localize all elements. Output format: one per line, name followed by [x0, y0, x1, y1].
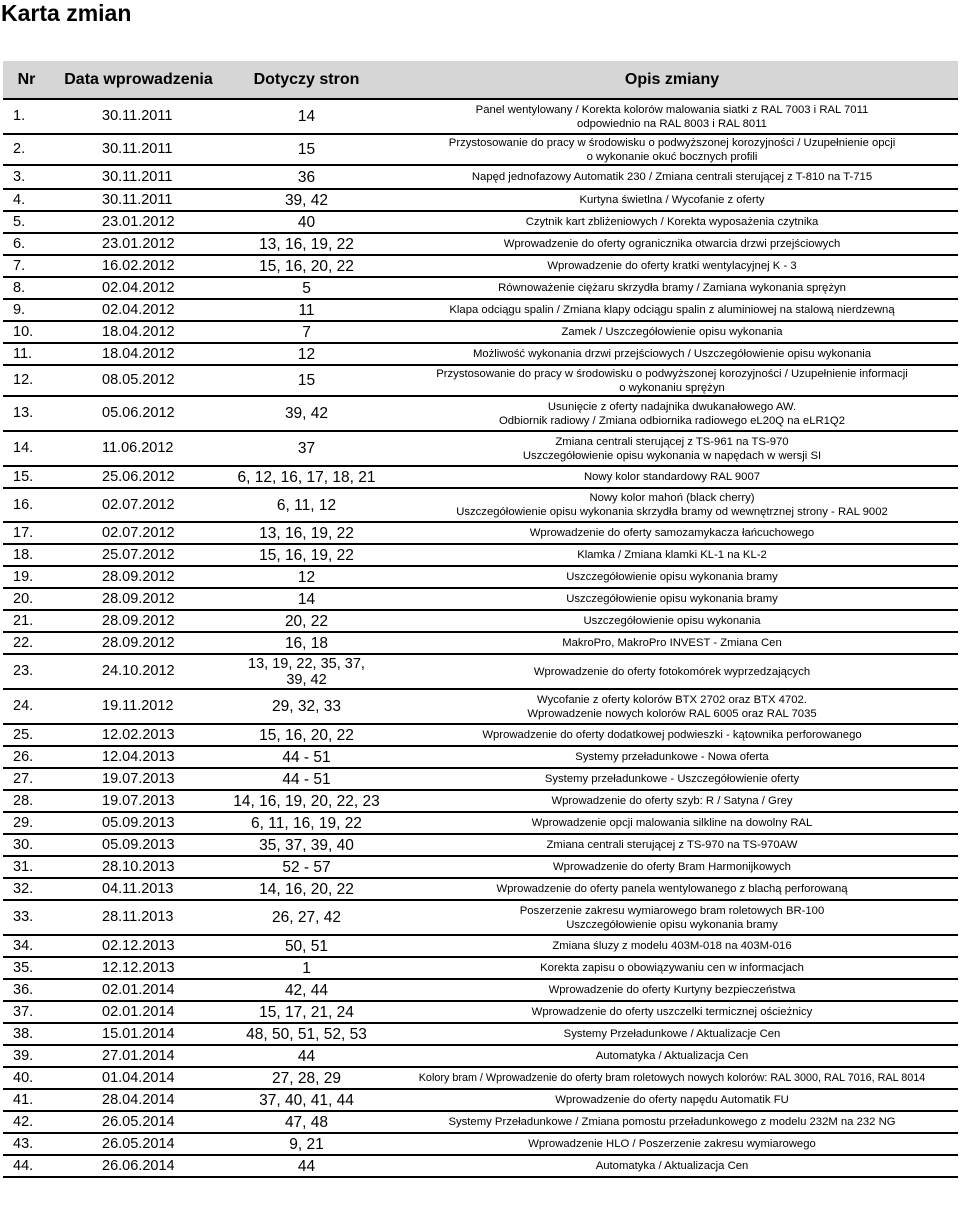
table-row [3, 878, 958, 900]
row-date: 24.10.2012 [50, 654, 227, 689]
description-line: Systemy przeładunkowe - Uszczegółowienie oferty [544, 773, 800, 785]
row-date: 26.05.2014 [50, 1133, 227, 1155]
description-line: Równoważenie ciężaru skrzydła bramy / Zamiana wykonania sprężyn [498, 282, 846, 294]
row-date: 30.11.2011 [50, 99, 227, 134]
row-description [386, 1089, 958, 1111]
row-date: 30.11.2011 [50, 189, 227, 211]
row-number: 14. [3, 431, 50, 466]
row-description [386, 255, 958, 277]
row-number: 23. [3, 654, 50, 689]
row-description [386, 878, 958, 900]
table-row [3, 834, 958, 856]
row-description [386, 522, 958, 544]
row-number: 12. [3, 365, 50, 396]
description-line: Uszczegółowienie opisu wykonania bramy [566, 571, 778, 583]
row-number: 11. [3, 343, 50, 365]
row-number: 19. [3, 566, 50, 588]
description-line: Uszczegółowienie opisu wykonania bramy [566, 593, 778, 605]
description-line: Wprowadzenie do oferty napędu Automatik FU [555, 1094, 789, 1106]
row-description [386, 1133, 958, 1155]
row-date: 02.04.2012 [50, 299, 227, 321]
row-pages: 9, 21 [227, 1133, 386, 1155]
row-description [386, 1001, 958, 1023]
description-line: Wprowadzenie do oferty uszczelki termicznej ościeżnicy [531, 1006, 813, 1018]
description-line: Klamka / Zmiana klamki KL-1 na KL-2 [577, 549, 767, 561]
description-line: Odbiornik radiowy / Zmiana odbiornika radiowego eL20Q na eLR1Q2 [498, 414, 845, 427]
row-number: 35. [3, 957, 50, 979]
description-line: Zmiana śluzy z modelu 403M-018 na 403M-016 [552, 940, 792, 952]
row-number: 39. [3, 1045, 50, 1067]
row-description [386, 856, 958, 878]
row-date: 02.12.2013 [50, 935, 227, 957]
row-number: 1. [3, 99, 50, 134]
row-date: 28.09.2012 [50, 566, 227, 588]
table-row [3, 255, 958, 277]
table-row [3, 856, 958, 878]
row-description [386, 1111, 958, 1133]
description-line: Automatyka / Aktualizacja Cen [595, 1160, 749, 1172]
description-line: Wprowadzenie do oferty Bram Harmonijkowych [553, 861, 791, 873]
description-line: Klapa odciągu spalin / Zmiana klapy odciągu spalin z aluminiowej na stalową nierdzewną [449, 304, 895, 316]
row-description [386, 343, 958, 365]
row-description [386, 488, 958, 522]
row-description [386, 566, 958, 588]
row-description [386, 466, 958, 488]
table-row [3, 979, 958, 1001]
row-pages: 39, 42 [227, 396, 386, 431]
row-pages: 29, 32, 33 [227, 689, 386, 724]
column-header-description: Opis zmiany [386, 61, 958, 99]
table-row [3, 654, 958, 689]
row-number: 29. [3, 812, 50, 834]
row-number: 38. [3, 1023, 50, 1045]
row-description [386, 165, 958, 189]
row-number: 26. [3, 746, 50, 768]
row-pages: 15, 16, 20, 22 [227, 255, 386, 277]
description-line: odpowiednio na RAL 8003 i RAL 8011 [577, 117, 767, 130]
row-pages: 13, 16, 19, 22 [227, 233, 386, 255]
row-date: 18.04.2012 [50, 343, 227, 365]
table-row [3, 189, 958, 211]
row-pages: 14 [227, 588, 386, 610]
row-pages: 15, 16, 19, 22 [227, 544, 386, 566]
column-header-date: Data wprowadzenia [50, 61, 227, 99]
row-description [386, 211, 958, 233]
row-pages: 15, 17, 21, 24 [227, 1001, 386, 1023]
row-description [386, 834, 958, 856]
row-number: 31. [3, 856, 50, 878]
description-line: Zmiana centrali sterującej z TS-961 na TS-970 [555, 435, 789, 448]
row-description [386, 1067, 958, 1089]
description-line: Uszczegółowienie opisu wykonania bramy [566, 918, 778, 931]
row-number: 37. [3, 1001, 50, 1023]
row-number: 15. [3, 466, 50, 488]
row-number: 33. [3, 900, 50, 935]
row-pages: 14, 16, 19, 20, 22, 23 [227, 790, 386, 812]
table-row [3, 1111, 958, 1133]
row-description [386, 365, 958, 396]
table-row [3, 632, 958, 654]
table-row [3, 277, 958, 299]
row-description [386, 746, 958, 768]
row-date: 28.11.2013 [50, 900, 227, 935]
row-pages: 52 - 57 [227, 856, 386, 878]
row-pages: 15 [227, 134, 386, 165]
row-date: 28.09.2012 [50, 610, 227, 632]
row-number: 10. [3, 321, 50, 343]
row-date: 23.01.2012 [50, 233, 227, 255]
description-line: Uszczegółowienie opisu wykonania w napędach w wersji SI [522, 449, 822, 462]
description-line: Systemy Przeładunkowe / Aktualizacje Cen [563, 1028, 781, 1040]
description-line: Systemy przeładunkowe - Nowa oferta [575, 751, 769, 763]
row-number: 2. [3, 134, 50, 165]
column-header-nr: Nr [3, 61, 50, 99]
table-row [3, 1067, 958, 1089]
row-description [386, 724, 958, 746]
table-row [3, 365, 958, 396]
row-description [386, 957, 958, 979]
row-description [386, 632, 958, 654]
description-line: Czytnik kart zbliżeniowych / Korekta wyposażenia czytnika [525, 216, 819, 228]
description-line: MakroPro, MakroPro INVEST - Zmiana Cen [562, 637, 782, 649]
row-description [386, 812, 958, 834]
row-pages: 13, 19, 22, 35, 37, 39, 42 [227, 654, 386, 689]
row-number: 5. [3, 211, 50, 233]
row-number: 8. [3, 277, 50, 299]
table-row [3, 566, 958, 588]
row-date: 04.11.2013 [50, 878, 227, 900]
row-pages: 44 [227, 1045, 386, 1067]
row-date: 05.06.2012 [50, 396, 227, 431]
row-description [386, 431, 958, 466]
table-row [3, 299, 958, 321]
description-line: Wprowadzenie opcji malowania silkline na dowolny RAL [531, 817, 813, 829]
row-description [386, 396, 958, 431]
row-pages: 12 [227, 343, 386, 365]
row-description [386, 544, 958, 566]
row-description [386, 900, 958, 935]
table-row [3, 396, 958, 431]
table-row [3, 488, 958, 522]
row-number: 44. [3, 1155, 50, 1177]
table-row [3, 790, 958, 812]
description-line: Zamek / Uszczegółowienie opisu wykonania [561, 326, 783, 338]
row-pages: 36 [227, 165, 386, 189]
row-pages: 15 [227, 365, 386, 396]
table-row [3, 900, 958, 935]
row-description [386, 321, 958, 343]
row-date: 28.04.2014 [50, 1089, 227, 1111]
row-pages: 37, 40, 41, 44 [227, 1089, 386, 1111]
table-row [3, 522, 958, 544]
description-line: Systemy Przeładunkowe / Zmiana pomostu przeładunkowego z modelu 232M na 232 NG [448, 1116, 896, 1128]
row-date: 02.07.2012 [50, 488, 227, 522]
row-number: 7. [3, 255, 50, 277]
description-line: Uszczegółowienie opisu wykonania skrzydła bramy od wewnętrznej strony - RAL 9002 [456, 506, 888, 518]
row-description [386, 1045, 958, 1067]
row-number: 32. [3, 878, 50, 900]
row-date: 02.07.2012 [50, 522, 227, 544]
row-number: 27. [3, 768, 50, 790]
row-number: 34. [3, 935, 50, 957]
row-date: 28.09.2012 [50, 588, 227, 610]
row-pages: 6, 11, 16, 19, 22 [227, 812, 386, 834]
row-date: 23.01.2012 [50, 211, 227, 233]
row-date: 01.04.2014 [50, 1067, 227, 1089]
description-line: Wprowadzenie do oferty ogranicznika otwarcia drzwi przejściowych [503, 238, 841, 250]
row-number: 42. [3, 1111, 50, 1133]
table-row [3, 935, 958, 957]
description-line: Wprowadzenie HLO / Poszerzenie zakresu wymiarowego [528, 1138, 816, 1150]
table-row [3, 134, 958, 165]
row-number: 28. [3, 790, 50, 812]
row-number: 13. [3, 396, 50, 431]
row-pages: 40 [227, 211, 386, 233]
row-description [386, 1023, 958, 1045]
row-description [386, 790, 958, 812]
row-number: 25. [3, 724, 50, 746]
row-number: 17. [3, 522, 50, 544]
row-number: 16. [3, 488, 50, 522]
row-number: 9. [3, 299, 50, 321]
row-pages: 14 [227, 99, 386, 134]
row-pages: 13, 16, 19, 22 [227, 522, 386, 544]
table-row [3, 610, 958, 632]
row-description [386, 189, 958, 211]
row-description [386, 233, 958, 255]
row-pages: 35, 37, 39, 40 [227, 834, 386, 856]
table-header-row [3, 61, 958, 99]
table-row [3, 544, 958, 566]
description-line: Wprowadzenie nowych kolorów RAL 6005 oraz RAL 7035 [527, 707, 817, 720]
row-number: 40. [3, 1067, 50, 1089]
row-number: 41. [3, 1089, 50, 1111]
row-pages: 39, 42 [227, 189, 386, 211]
row-pages: 6, 11, 12 [227, 488, 386, 522]
description-line: Przystosowanie do pracy w środowisku o podwyższonej korozyjności / Uzupełnienie informacji [436, 367, 908, 380]
row-number: 24. [3, 689, 50, 724]
description-line: Przystosowanie do pracy w środowisku o podwyższonej korozyjności / Uzupełnienie opcji [448, 136, 896, 149]
description-line: Kolory bram / Wprowadzenie do oferty bram roletowych nowych kolorów: RAL 3000, RAL 7016, RAL 8014 [418, 1072, 926, 1084]
row-description [386, 277, 958, 299]
description-line: Usunięcie z oferty nadajnika dwukanałowego AW. [547, 400, 797, 413]
row-number: 20. [3, 588, 50, 610]
table-row [3, 588, 958, 610]
row-date: 25.06.2012 [50, 466, 227, 488]
description-line: Panel wentylowany / Korekta kolorów malowania siatki z RAL 7003 i RAL 7011 [475, 103, 869, 116]
row-pages: 47, 48 [227, 1111, 386, 1133]
table-row [3, 768, 958, 790]
row-date: 05.09.2013 [50, 834, 227, 856]
description-line: o wykonaniu sprężyn [619, 381, 725, 394]
table-row [3, 1089, 958, 1111]
description-line: Nowy kolor mahoń (black cherry) [589, 492, 755, 504]
table-row [3, 724, 958, 746]
row-date: 18.04.2012 [50, 321, 227, 343]
table-row [3, 343, 958, 365]
description-line: Wprowadzenie do oferty szyb: R / Satyna / Grey [551, 795, 793, 807]
row-pages: 27, 28, 29 [227, 1067, 386, 1089]
row-date: 19.11.2012 [50, 689, 227, 724]
row-date: 15.01.2014 [50, 1023, 227, 1045]
row-number: 6. [3, 233, 50, 255]
row-number: 22. [3, 632, 50, 654]
row-description [386, 979, 958, 1001]
row-date: 30.11.2011 [50, 165, 227, 189]
description-line: Wprowadzenie do oferty fotokomórek wyprzedzających [533, 665, 811, 678]
row-date: 28.10.2013 [50, 856, 227, 878]
row-pages: 50, 51 [227, 935, 386, 957]
description-line: Poszerzenie zakresu wymiarowego bram roletowych BR-100 [519, 904, 825, 917]
row-description [386, 588, 958, 610]
row-date: 05.09.2013 [50, 812, 227, 834]
row-number: 36. [3, 979, 50, 1001]
row-date: 12.04.2013 [50, 746, 227, 768]
row-pages: 7 [227, 321, 386, 343]
row-description [386, 99, 958, 134]
description-line: Wprowadzenie do oferty Kurtyny bezpieczeństwa [548, 984, 796, 996]
table-row [3, 1045, 958, 1067]
table-body [3, 99, 958, 1177]
table-row [3, 211, 958, 233]
description-line: Możliwość wykonania drzwi przejściowych / Uszczegółowienie opisu wykonania [472, 348, 872, 360]
row-date: 19.07.2013 [50, 768, 227, 790]
row-date: 02.01.2014 [50, 1001, 227, 1023]
description-line: Nowy kolor standardowy RAL 9007 [583, 471, 761, 483]
row-pages: 16, 18 [227, 632, 386, 654]
table-row [3, 812, 958, 834]
row-description [386, 935, 958, 957]
row-pages: 42, 44 [227, 979, 386, 1001]
row-pages: 11 [227, 299, 386, 321]
row-date: 26.05.2014 [50, 1111, 227, 1133]
row-number: 18. [3, 544, 50, 566]
row-date: 12.02.2013 [50, 724, 227, 746]
row-date: 26.06.2014 [50, 1155, 227, 1177]
row-date: 11.06.2012 [50, 431, 227, 466]
row-number: 21. [3, 610, 50, 632]
description-line: Wycofanie z oferty kolorów BTX 2702 oraz BTX 4702. [537, 693, 807, 706]
description-line: Korekta zapisu o obowiązywaniu cen w informacjach [540, 962, 804, 974]
table-row [3, 1133, 958, 1155]
row-date: 28.09.2012 [50, 632, 227, 654]
row-pages: 37 [227, 431, 386, 466]
table-row [3, 99, 958, 134]
row-pages: 20, 22 [227, 610, 386, 632]
description-line: Wprowadzenie do oferty dodatkowej podwieszki - kątownika perforowanego [482, 729, 862, 741]
description-line: Napęd jednofazowy Automatik 230 / Zmiana centrali sterującej z T-810 na T-715 [471, 171, 873, 183]
row-date: 08.05.2012 [50, 365, 227, 396]
row-date: 02.04.2012 [50, 277, 227, 299]
row-pages: 44 - 51 [227, 746, 386, 768]
row-description [386, 610, 958, 632]
row-description [386, 768, 958, 790]
row-pages: 44 [227, 1155, 386, 1177]
table-row [3, 1023, 958, 1045]
description-line: Wprowadzenie do oferty samozamykacza łańcuchowego [529, 527, 815, 539]
table-row [3, 1001, 958, 1023]
description-line: Wprowadzenie do oferty kratki wentylacyjnej K - 3 [547, 260, 797, 272]
table-row [3, 165, 958, 189]
row-date: 16.02.2012 [50, 255, 227, 277]
description-line: o wykonanie okuć bocznych profili [586, 150, 758, 163]
row-pages: 1 [227, 957, 386, 979]
table-row [3, 233, 958, 255]
row-number: 43. [3, 1133, 50, 1155]
row-date: 25.07.2012 [50, 544, 227, 566]
table-row [3, 466, 958, 488]
row-pages: 48, 50, 51, 52, 53 [227, 1023, 386, 1045]
row-pages: 14, 16, 20, 22 [227, 878, 386, 900]
row-description [386, 299, 958, 321]
row-date: 19.07.2013 [50, 790, 227, 812]
row-date: 30.11.2011 [50, 134, 227, 165]
page-title: Karta zmian [1, 0, 132, 26]
table-row [3, 321, 958, 343]
row-description [386, 689, 958, 724]
row-number: 30. [3, 834, 50, 856]
table-row [3, 431, 958, 466]
change-log-table [3, 61, 958, 1178]
row-pages: 44 - 51 [227, 768, 386, 790]
row-pages: 6, 12, 16, 17, 18, 21 [227, 466, 386, 488]
description-line: Zmiana centrali sterującej z TS-970 na TS-970AW [546, 839, 798, 851]
table-row [3, 689, 958, 724]
description-line: Wprowadzenie do oferty panela wentylowanego z blachą perforowaną [496, 883, 848, 895]
table-row [3, 1155, 958, 1177]
description-line: Automatyka / Aktualizacja Cen [595, 1050, 749, 1062]
table-row [3, 746, 958, 768]
row-description [386, 134, 958, 165]
row-date: 12.12.2013 [50, 957, 227, 979]
row-pages: 5 [227, 277, 386, 299]
row-pages: 15, 16, 20, 22 [227, 724, 386, 746]
row-description [386, 654, 958, 689]
description-line: Uszczegółowienie opisu wykonania [583, 615, 761, 627]
row-pages: 12 [227, 566, 386, 588]
row-date: 02.01.2014 [50, 979, 227, 1001]
row-pages: 26, 27, 42 [227, 900, 386, 935]
row-number: 3. [3, 165, 50, 189]
row-number: 4. [3, 189, 50, 211]
table-row [3, 957, 958, 979]
column-header-pages: Dotyczy stron [227, 61, 386, 99]
description-line: Kurtyna świetlna / Wycofanie z oferty [579, 194, 765, 206]
row-description [386, 1155, 958, 1177]
row-date: 27.01.2014 [50, 1045, 227, 1067]
